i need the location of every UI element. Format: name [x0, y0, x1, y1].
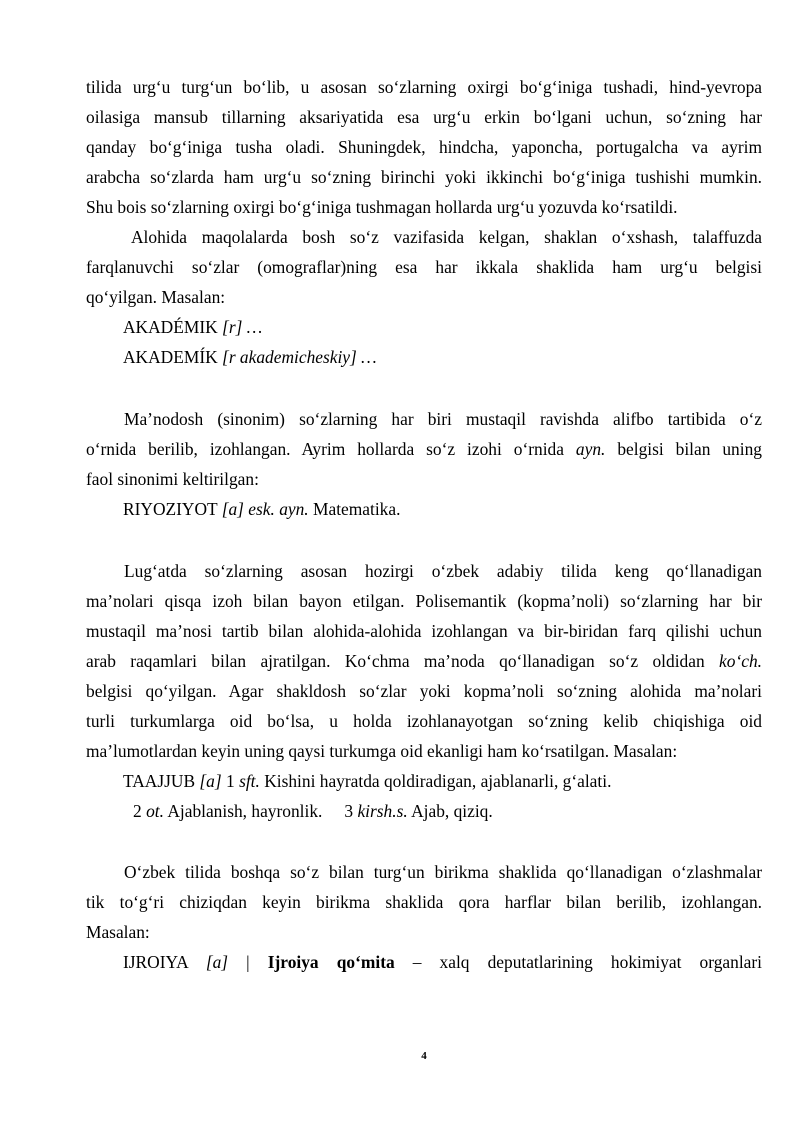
text-line: arab raqamlari bilan ajratilgan. Ko‘chma ma’noda qo‘llanadigan so‘z oldidan ko‘ch.	[86, 651, 762, 671]
paragraph-sinonim	[86, 404, 762, 494]
text-line: Lug‘atda so‘zlarning asosan hozirgi o‘zbek adabiy tilida keng qo‘llanadigan	[124, 561, 762, 581]
text-line: farqlanuvchi so‘zlar (omograflar)ning esa har ikkala shaklida ham urg‘u belgisi	[86, 257, 762, 277]
headword: RIYOZIYOT	[123, 499, 218, 519]
text-line: Alohida maqolalarda bosh so‘z vazifasida kelgan, shaklan o‘xshash, talaffuzda	[131, 227, 762, 247]
dictionary-example	[86, 342, 762, 372]
text-line: qo‘yilgan. Masalan:	[86, 287, 226, 307]
text-line: Ma’nodosh (sinonim) so‘zlarning har biri mustaqil ravishda alifbo tartibida o‘z	[124, 409, 762, 429]
dictionary-example: TAAJJUB [a] 1 sft. Kishini hayratda qoldiradigan, ajablanarli, g‘alati.	[123, 771, 612, 791]
text-line: mustaqil ma’nosi tartib bilan alohida-alohida izohlangan va bir-biridan farq qilishi uchun	[86, 621, 762, 641]
text-line: tik to‘g‘ri chiziqdan keyin birikma shaklida qora harflar bilan berilib, izohlangan.	[86, 892, 762, 912]
paragraph-polisemantik	[86, 556, 762, 766]
text-line: Masalan:	[86, 922, 150, 942]
headword: IJROIYA	[123, 952, 188, 972]
paragraph-urgu	[86, 72, 762, 222]
text-line: o‘rnida berilib, izohlangan. Ayrim hollarda so‘z izohi o‘rnida ayn. belgisi bilan uning	[86, 439, 762, 459]
part-of-speech: ot.	[146, 801, 164, 821]
part-of-speech: kirsh.s.	[357, 801, 408, 821]
separator-bar: |	[246, 952, 250, 972]
headword: TAAJJUB	[123, 771, 196, 791]
part-of-speech: sft.	[239, 771, 260, 791]
abbreviation: ko‘ch.	[719, 651, 762, 671]
page-body	[86, 72, 762, 977]
text-line: qanday bo‘g‘iniga tusha oladi. Shuningdek, hindcha, yaponcha, portugalcha va ayrim	[86, 137, 762, 157]
definition: Kishini hayratda qoldiradigan, ajablanarli, g‘alati.	[264, 771, 612, 791]
text-line: O‘zbek tilida boshqa so‘z bilan turg‘un birikma shaklida qo‘llanadigan o‘zlashmalar	[124, 862, 762, 882]
page-number: 4	[421, 1050, 427, 1062]
dictionary-example	[86, 494, 762, 524]
text-line: Shu bois so‘zlarning oxirgi bo‘g‘iniga tushmagan hollarda urg‘u yozuvda ko‘rsatildi.	[86, 197, 678, 217]
paragraph-spacer	[86, 372, 762, 404]
text-line: arabcha so‘zlarda ham urg‘u so‘zning birinchi yoki ikkinchi bo‘g‘iniga tushishi mumkin.	[86, 167, 762, 187]
text-line: oilasiga mansub tillarning aksariyatida esa urg‘u erkin bo‘lgani uchun, so‘zning har	[86, 107, 762, 127]
definition: Matematika.	[313, 499, 401, 519]
bold-phrase: Ijroiya qo‘mita	[267, 952, 395, 972]
abbreviation: ayn.	[575, 439, 606, 459]
grammar-mark: [a] esk. ayn.	[221, 499, 309, 519]
text-line: faol sinonimi keltirilgan:	[86, 469, 259, 489]
grammar-mark: [r] …	[222, 317, 263, 337]
definition: – xalq deputatlarining hokimiyat organlari	[412, 952, 762, 972]
headword: AKADÉMIK	[123, 317, 218, 337]
headword: AKADEMÍK	[123, 347, 218, 367]
definition: Ajablanish, hayronlik.	[167, 801, 323, 821]
grammar-mark: [r akademicheskiy] …	[222, 347, 377, 367]
paragraph-spacer	[86, 524, 762, 556]
text-line: ma’nolari qisqa izoh bilan bayon etilgan. Polisemantik (kopma’noli) so‘zlarning har bir	[86, 591, 762, 611]
grammar-mark: [a]	[199, 771, 222, 791]
text-line: ma’lumotlardan keyin uning qaysi turkumga oid ekanligi ham ko‘rsatilgan. Masalan:	[86, 741, 678, 761]
dictionary-example-continued: 2 ot. Ajablanish, hayronlik. 3 kirsh.s. Ajab, qiziq.	[133, 801, 493, 821]
text-line: tilida urg‘u turg‘un bo‘lib, u asosan so‘zlarning oxirgi bo‘g‘iniga tushadi, hind-yevropa	[86, 77, 762, 97]
paragraph-omograflar	[86, 222, 762, 312]
paragraph-spacer	[86, 826, 762, 857]
paragraph-birikma	[86, 857, 762, 947]
dictionary-example	[86, 947, 762, 977]
definition: Ajab, qiziq.	[411, 801, 493, 821]
dictionary-example	[86, 312, 762, 342]
text-line: turli turkumlarga oid bo‘lsa, u holda izohlanayotgan so‘zning kelib chiqishiga oid	[86, 711, 762, 731]
text-line: belgisi qo‘yilgan. Agar shakldosh so‘zlar yoki kopma’noli so‘zning alohida ma’nolari	[86, 681, 762, 701]
grammar-mark: [a]	[205, 952, 229, 972]
